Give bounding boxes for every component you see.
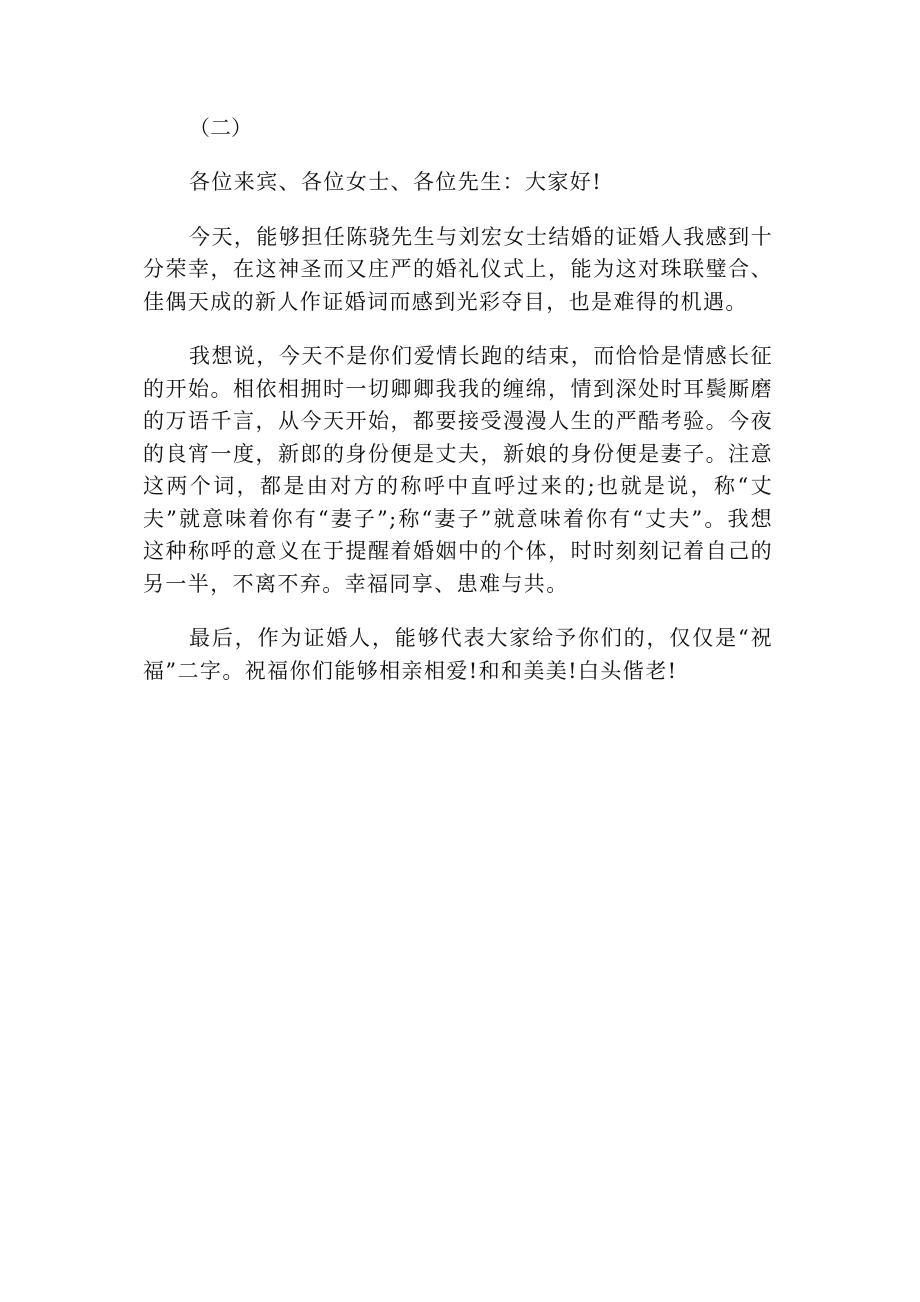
- greeting-paragraph: 各位来宾、各位女士、各位先生：大家好!: [189, 170, 603, 194]
- closing-paragraph: 最后，作为证婚人，能够代表大家给予你们的，仅仅是“祝福”二字。祝福你们能够相亲相爱!和和美美!白头偕老!: [143, 626, 773, 683]
- document-body: [143, 112, 773, 709]
- intro-paragraph: 今天，能够担任陈骁先生与刘宏女士结婚的证婚人我感到十分荣幸，在这神圣而又庄严的婚礼仪式上，能为这对珠联璧合、佳偶天成的新人作证婚词而感到光彩夺目，也是难得的机遇。: [143, 224, 773, 314]
- section-heading: （二）: [189, 116, 252, 140]
- body-paragraph: 我想说，今天不是你们爱情长跑的结束，而恰恰是情感长征的开始。相依相拥时一切卿卿我我的缠绵，情到深处时耳鬓厮磨的万语千言，从今天开始，都要接受漫漫人生的严酷考验。今夜的良宵一度，新郎的身份便是丈夫，新娘的身份便是妻子。注意这两个词，都是由对方的称呼中直呼过来的;也就是说，称“丈夫”就意味着你有“妻子”;称“妻子”就意味着你有“丈夫”。我想这种称呼的意义在于提醒着婚姻中的个体，时时刻刻记着自己的另一半，不离不弃。幸福同享、患难与共。: [143, 344, 773, 596]
